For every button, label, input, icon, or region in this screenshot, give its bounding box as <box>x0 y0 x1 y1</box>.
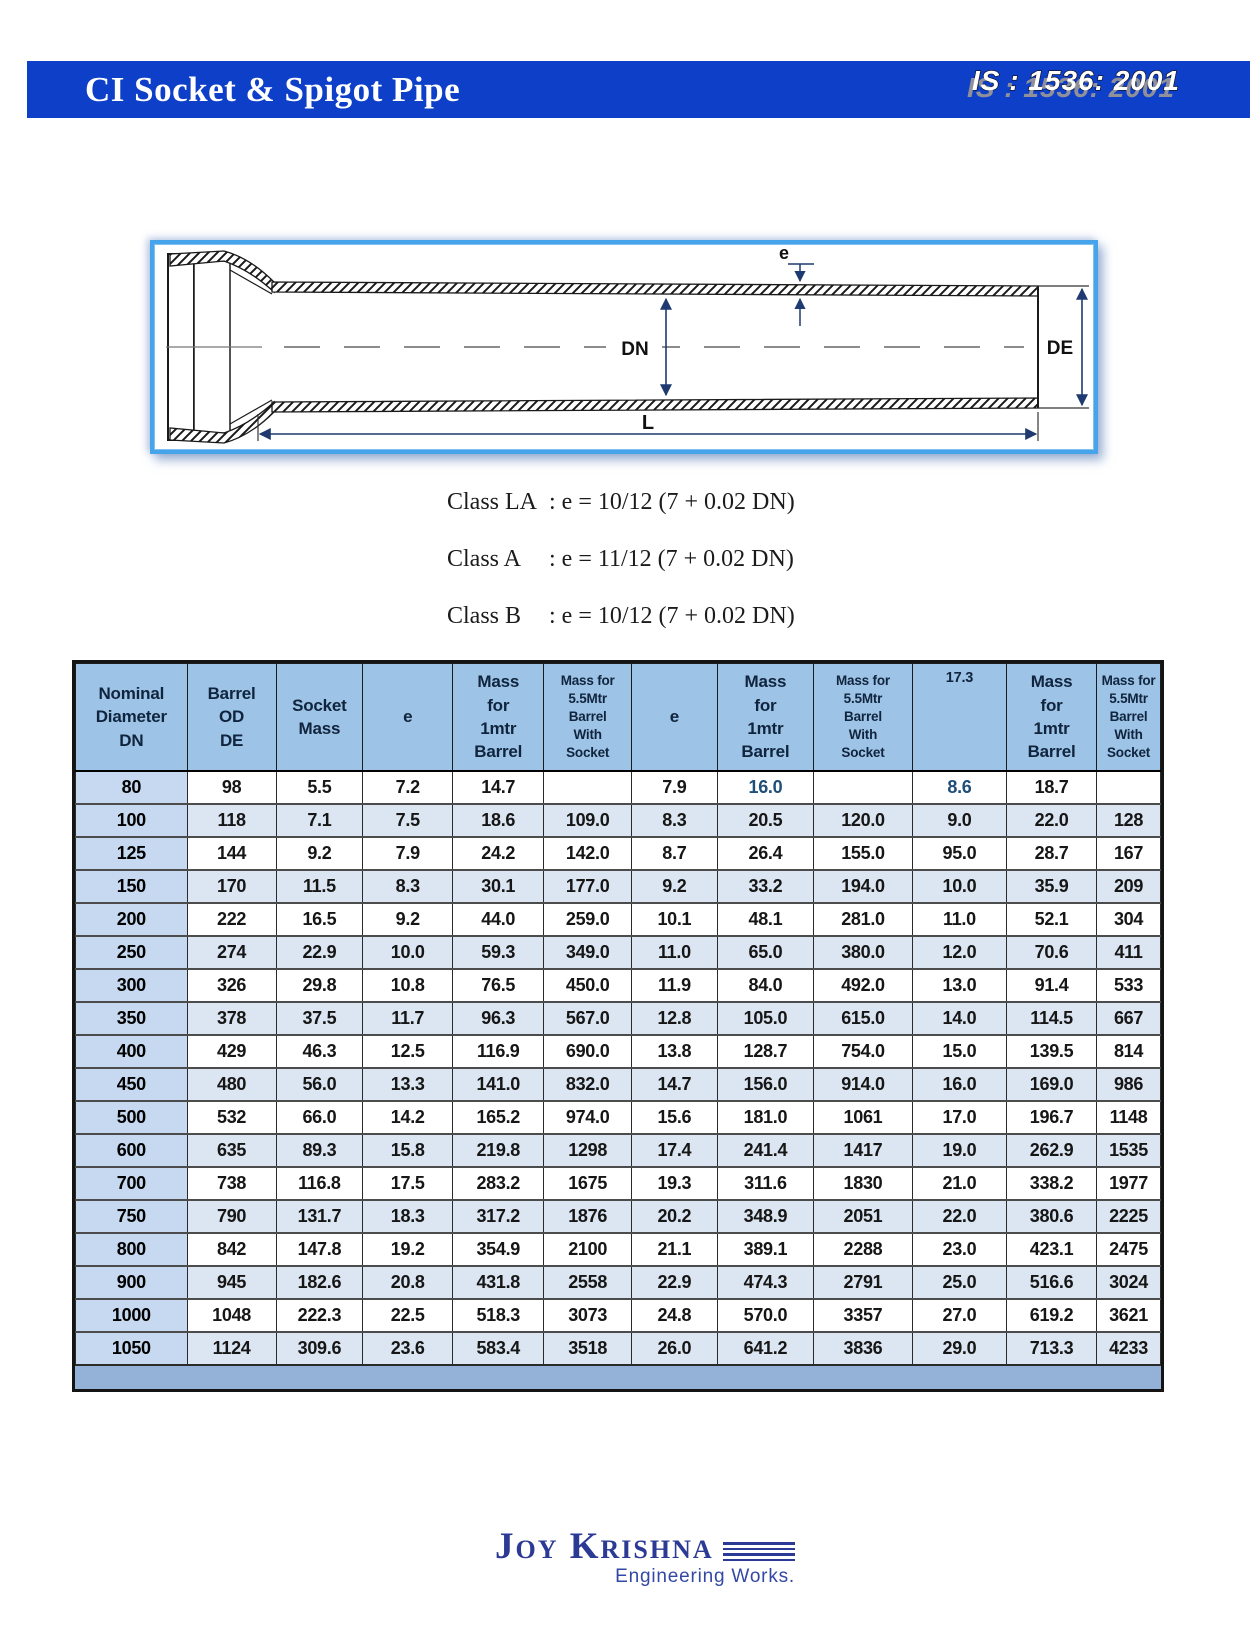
table-cell: 348.9 <box>717 1200 813 1233</box>
table-cell: 109.0 <box>544 804 632 837</box>
table-cell: 18.3 <box>363 1200 453 1233</box>
table-cell: 914.0 <box>814 1068 913 1101</box>
column-header: Barrel OD DE <box>187 664 276 772</box>
table-cell: 945 <box>187 1266 276 1299</box>
table-cell: 170 <box>187 870 276 903</box>
table-cell: 116.9 <box>453 1035 544 1068</box>
column-header: Mass for 1mtr Barrel <box>453 664 544 772</box>
table-cell: 814 <box>1097 1035 1161 1068</box>
table-cell: 516.6 <box>1007 1266 1097 1299</box>
table-cell: 16.0 <box>912 1068 1006 1101</box>
table-cell: 70.6 <box>1007 936 1097 969</box>
table-cell: 26.0 <box>632 1332 718 1364</box>
table-cell: 16.5 <box>276 903 363 936</box>
table-cell: 326 <box>187 969 276 1002</box>
table-cell: 3621 <box>1097 1299 1161 1332</box>
row-header-cell: 125 <box>76 837 188 870</box>
table-cell: 1148 <box>1097 1101 1161 1134</box>
table-cell: 22.0 <box>1007 804 1097 837</box>
table-cell: 1124 <box>187 1332 276 1364</box>
table-cell: 281.0 <box>814 903 913 936</box>
brand-tagline: Engineering Works. <box>615 1566 795 1587</box>
table-cell: 21.1 <box>632 1233 718 1266</box>
table-cell: 842 <box>187 1233 276 1266</box>
table-cell: 2225 <box>1097 1200 1161 1233</box>
table-cell: 91.4 <box>1007 969 1097 1002</box>
table-cell: 28.7 <box>1007 837 1097 870</box>
table-cell: 17.0 <box>912 1101 1006 1134</box>
table-cell: 583.4 <box>453 1332 544 1364</box>
table-cell: 492.0 <box>814 969 913 1002</box>
table-cell: 52.1 <box>1007 903 1097 936</box>
row-header-cell: 900 <box>76 1266 188 1299</box>
table-row <box>76 771 1161 804</box>
table-cell: 22.9 <box>632 1266 718 1299</box>
table-cell: 20.8 <box>363 1266 453 1299</box>
table-cell: 11.7 <box>363 1002 453 1035</box>
table-cell: 65.0 <box>717 936 813 969</box>
column-header: Mass for 5.5Mtr Barrel With Socket <box>814 664 913 772</box>
table-cell: 738 <box>187 1167 276 1200</box>
table-cell: 790 <box>187 1200 276 1233</box>
table-cell: 9.2 <box>632 870 718 903</box>
formula-class-name: Class LA <box>447 489 537 515</box>
table-cell: 9.2 <box>363 903 453 936</box>
table-cell: 533 <box>1097 969 1161 1002</box>
table-cell: 95.0 <box>912 837 1006 870</box>
table-cell: 635 <box>187 1134 276 1167</box>
table-cell: 24.8 <box>632 1299 718 1332</box>
formula-class-name: Class A <box>447 546 522 572</box>
formula-expression: : e = 11/12 (7 + 0.02 DN) <box>549 546 794 572</box>
table-cell: 431.8 <box>453 1266 544 1299</box>
table-cell: 10.0 <box>912 870 1006 903</box>
column-header: Mass for 1mtr Barrel <box>1007 664 1097 772</box>
table-cell: 2558 <box>544 1266 632 1299</box>
table-cell: 29.8 <box>276 969 363 1002</box>
table-cell: 19.2 <box>363 1233 453 1266</box>
table-cell: 14.2 <box>363 1101 453 1134</box>
row-header-cell: 600 <box>76 1134 188 1167</box>
row-header-cell: 80 <box>76 771 188 804</box>
row-header-cell: 1050 <box>76 1332 188 1364</box>
table-cell: 156.0 <box>717 1068 813 1101</box>
table-row <box>76 969 1161 1002</box>
table-cell: 128.7 <box>717 1035 813 1068</box>
pipe-spec-table <box>75 663 1161 1364</box>
column-header: Mass for 5.5Mtr Barrel With Socket <box>1097 664 1161 772</box>
table-cell: 17.5 <box>363 1167 453 1200</box>
column-header: e <box>363 664 453 772</box>
column-header: Socket Mass <box>276 664 363 772</box>
barrel-wall-bottom <box>272 398 1038 412</box>
table-cell: 12.8 <box>632 1002 718 1035</box>
table-cell: 619.2 <box>1007 1299 1097 1332</box>
table-cell: 22.5 <box>363 1299 453 1332</box>
table-cell: 147.8 <box>276 1233 363 1266</box>
table-cell: 11.9 <box>632 969 718 1002</box>
table-cell: 11.0 <box>912 903 1006 936</box>
table-cell: 411 <box>1097 936 1161 969</box>
table-cell: 26.4 <box>717 837 813 870</box>
table-cell: 1535 <box>1097 1134 1161 1167</box>
table-cell: 209 <box>1097 870 1161 903</box>
table-cell: 167 <box>1097 837 1161 870</box>
table-cell: 2051 <box>814 1200 913 1233</box>
table-cell <box>1097 771 1161 804</box>
table-cell: 754.0 <box>814 1035 913 1068</box>
row-header-cell: 150 <box>76 870 188 903</box>
table-cell: 667 <box>1097 1002 1161 1035</box>
table-cell: 8.3 <box>632 804 718 837</box>
table-cell: 16.0 <box>717 771 813 804</box>
table-cell: 3024 <box>1097 1266 1161 1299</box>
table-cell: 59.3 <box>453 936 544 969</box>
table-cell: 22.0 <box>912 1200 1006 1233</box>
table-cell: 615.0 <box>814 1002 913 1035</box>
table-cell: 27.0 <box>912 1299 1006 1332</box>
formula-class-b <box>447 603 795 630</box>
table-cell: 311.6 <box>717 1167 813 1200</box>
row-header-cell: 400 <box>76 1035 188 1068</box>
table-cell: 222.3 <box>276 1299 363 1332</box>
table-row <box>76 1266 1161 1299</box>
table-row <box>76 1035 1161 1068</box>
table-cell: 155.0 <box>814 837 913 870</box>
table-cell: 274 <box>187 936 276 969</box>
table-cell: 389.1 <box>717 1233 813 1266</box>
table-row <box>76 870 1161 903</box>
table-cell: 19.0 <box>912 1134 1006 1167</box>
table-cell: 10.0 <box>363 936 453 969</box>
table-cell: 5.5 <box>276 771 363 804</box>
table-cell: 8.6 <box>912 771 1006 804</box>
table-cell: 354.9 <box>453 1233 544 1266</box>
table-cell: 2791 <box>814 1266 913 1299</box>
table-cell: 7.9 <box>363 837 453 870</box>
table-header-row <box>76 664 1161 772</box>
table-cell: 3518 <box>544 1332 632 1364</box>
table-cell: 1048 <box>187 1299 276 1332</box>
table-cell: 2475 <box>1097 1233 1161 1266</box>
table-cell: 10.8 <box>363 969 453 1002</box>
title-bar <box>27 61 1250 118</box>
row-header-cell: 200 <box>76 903 188 936</box>
row-header-cell: 700 <box>76 1167 188 1200</box>
table-cell: 105.0 <box>717 1002 813 1035</box>
table-body <box>76 771 1161 1364</box>
table-cell: 13.3 <box>363 1068 453 1101</box>
table-cell: 7.5 <box>363 804 453 837</box>
table-row <box>76 837 1161 870</box>
table-cell: 21.0 <box>912 1167 1006 1200</box>
row-header-cell: 1000 <box>76 1299 188 1332</box>
table-cell: 165.2 <box>453 1101 544 1134</box>
table-cell: 15.8 <box>363 1134 453 1167</box>
table-cell: 641.2 <box>717 1332 813 1364</box>
table-cell: 116.8 <box>276 1167 363 1200</box>
table-cell: 118 <box>187 804 276 837</box>
table-cell: 378 <box>187 1002 276 1035</box>
logo-lines-icon <box>723 1542 795 1561</box>
table-cell: 241.4 <box>717 1134 813 1167</box>
table-cell: 14.7 <box>453 771 544 804</box>
table-cell <box>814 771 913 804</box>
column-header: 17.3 <box>912 664 1006 772</box>
table-cell: 29.0 <box>912 1332 1006 1364</box>
table-cell: 20.2 <box>632 1200 718 1233</box>
table-row <box>76 1101 1161 1134</box>
table-cell: 142.0 <box>544 837 632 870</box>
table-cell: 690.0 <box>544 1035 632 1068</box>
table-cell: 304 <box>1097 903 1161 936</box>
table-cell: 259.0 <box>544 903 632 936</box>
table-cell <box>544 771 632 804</box>
table-cell: 570.0 <box>717 1299 813 1332</box>
table-cell: 986 <box>1097 1068 1161 1101</box>
table-cell: 7.1 <box>276 804 363 837</box>
diagram-label-de: DE <box>1046 338 1074 359</box>
table-cell: 182.6 <box>276 1266 363 1299</box>
table-cell: 349.0 <box>544 936 632 969</box>
table-cell: 832.0 <box>544 1068 632 1101</box>
table-cell: 262.9 <box>1007 1134 1097 1167</box>
row-header-cell: 750 <box>76 1200 188 1233</box>
table-row <box>76 936 1161 969</box>
company-logo <box>495 1528 795 1588</box>
row-header-cell: 350 <box>76 1002 188 1035</box>
table-cell: 4233 <box>1097 1332 1161 1364</box>
table-cell: 196.7 <box>1007 1101 1097 1134</box>
table-cell: 120.0 <box>814 804 913 837</box>
table-cell: 12.0 <box>912 936 1006 969</box>
table-cell: 380.0 <box>814 936 913 969</box>
table-cell: 18.7 <box>1007 771 1097 804</box>
table-row <box>76 804 1161 837</box>
table-cell: 144 <box>187 837 276 870</box>
table-cell: 114.5 <box>1007 1002 1097 1035</box>
table-cell: 8.3 <box>363 870 453 903</box>
formula-class-la <box>447 489 795 516</box>
table-cell: 309.6 <box>276 1332 363 1364</box>
table-row <box>76 903 1161 936</box>
table-cell: 3073 <box>544 1299 632 1332</box>
table-cell: 23.6 <box>363 1332 453 1364</box>
formula-class-a <box>447 546 795 573</box>
table-cell: 37.5 <box>276 1002 363 1035</box>
column-header: Nominal Diameter DN <box>76 664 188 772</box>
table-cell: 7.9 <box>632 771 718 804</box>
brand-name: Joy Krishna <box>495 1526 714 1567</box>
table-row <box>76 1134 1161 1167</box>
table-cell: 12.5 <box>363 1035 453 1068</box>
table-cell: 1830 <box>814 1167 913 1200</box>
table-cell: 23.0 <box>912 1233 1006 1266</box>
table-cell: 219.8 <box>453 1134 544 1167</box>
table-cell: 1417 <box>814 1134 913 1167</box>
table-cell: 56.0 <box>276 1068 363 1101</box>
table-cell: 24.2 <box>453 837 544 870</box>
table-cell: 181.0 <box>717 1101 813 1134</box>
table-row <box>76 1200 1161 1233</box>
column-header: e <box>632 664 718 772</box>
table-row <box>76 1002 1161 1035</box>
table-footer-bar <box>75 1364 1161 1389</box>
table-cell: 14.7 <box>632 1068 718 1101</box>
table-cell: 713.3 <box>1007 1332 1097 1364</box>
formula-expression: : e = 10/12 (7 + 0.02 DN) <box>549 489 795 515</box>
column-header: Mass for 1mtr Barrel <box>717 664 813 772</box>
table-cell: 2288 <box>814 1233 913 1266</box>
table-row <box>76 1233 1161 1266</box>
table-cell: 128 <box>1097 804 1161 837</box>
diagram-label-l: L <box>641 412 655 434</box>
table-row <box>76 1332 1161 1364</box>
table-cell: 7.2 <box>363 771 453 804</box>
table-cell: 11.5 <box>276 870 363 903</box>
table-cell: 35.9 <box>1007 870 1097 903</box>
table-cell: 15.6 <box>632 1101 718 1134</box>
table-cell: 131.7 <box>276 1200 363 1233</box>
class-formulas <box>447 489 795 630</box>
table-cell: 567.0 <box>544 1002 632 1035</box>
table-cell: 1876 <box>544 1200 632 1233</box>
diagram-label-dn: DN <box>621 339 649 360</box>
table-cell: 76.5 <box>453 969 544 1002</box>
row-header-cell: 100 <box>76 804 188 837</box>
table-cell: 22.9 <box>276 936 363 969</box>
row-header-cell: 800 <box>76 1233 188 1266</box>
standard-badge: IS : 1536: 2001 <box>971 65 1180 96</box>
table-row <box>76 1068 1161 1101</box>
table-cell: 17.4 <box>632 1134 718 1167</box>
table-cell: 13.0 <box>912 969 1006 1002</box>
formula-expression: : e = 10/12 (7 + 0.02 DN) <box>549 603 795 629</box>
page-title: CI Socket & Spigot Pipe <box>85 70 461 109</box>
table-cell: 480 <box>187 1068 276 1101</box>
table-cell: 33.2 <box>717 870 813 903</box>
table-cell: 518.3 <box>453 1299 544 1332</box>
table-cell: 1061 <box>814 1101 913 1134</box>
table-cell: 25.0 <box>912 1266 1006 1299</box>
table-cell: 96.3 <box>453 1002 544 1035</box>
table-cell: 2100 <box>544 1233 632 1266</box>
table-cell: 177.0 <box>544 870 632 903</box>
table-cell: 48.1 <box>717 903 813 936</box>
table-cell: 11.0 <box>632 936 718 969</box>
table-row <box>76 1167 1161 1200</box>
table-cell: 3836 <box>814 1332 913 1364</box>
spec-table <box>72 660 1164 1392</box>
table-cell: 169.0 <box>1007 1068 1097 1101</box>
table-cell: 1977 <box>1097 1167 1161 1200</box>
table-cell: 44.0 <box>453 903 544 936</box>
table-cell: 974.0 <box>544 1101 632 1134</box>
table-cell: 20.5 <box>717 804 813 837</box>
row-header-cell: 500 <box>76 1101 188 1134</box>
table-row <box>76 1299 1161 1332</box>
table-cell: 139.5 <box>1007 1035 1097 1068</box>
table-cell: 450.0 <box>544 969 632 1002</box>
table-cell: 14.0 <box>912 1002 1006 1035</box>
column-header: Mass for 5.5Mtr Barrel With Socket <box>544 664 632 772</box>
table-cell: 532 <box>187 1101 276 1134</box>
table-cell: 1675 <box>544 1167 632 1200</box>
table-cell: 18.6 <box>453 804 544 837</box>
table-cell: 3357 <box>814 1299 913 1332</box>
table-cell: 66.0 <box>276 1101 363 1134</box>
table-cell: 423.1 <box>1007 1233 1097 1266</box>
table-cell: 15.0 <box>912 1035 1006 1068</box>
table-cell: 9.2 <box>276 837 363 870</box>
table-cell: 10.1 <box>632 903 718 936</box>
row-header-cell: 450 <box>76 1068 188 1101</box>
table-cell: 380.6 <box>1007 1200 1097 1233</box>
table-cell: 89.3 <box>276 1134 363 1167</box>
table-cell: 8.7 <box>632 837 718 870</box>
row-header-cell: 300 <box>76 969 188 1002</box>
table-cell: 474.3 <box>717 1266 813 1299</box>
table-cell: 338.2 <box>1007 1167 1097 1200</box>
table-cell: 9.0 <box>912 804 1006 837</box>
table-cell: 317.2 <box>453 1200 544 1233</box>
table-cell: 13.8 <box>632 1035 718 1068</box>
formula-class-name: Class B <box>447 603 522 629</box>
barrel-wall-top <box>272 282 1038 296</box>
diagram-label-e: e <box>778 244 790 263</box>
table-cell: 19.3 <box>632 1167 718 1200</box>
pipe-drawing-svg <box>154 244 1094 450</box>
table-cell: 46.3 <box>276 1035 363 1068</box>
table-cell: 283.2 <box>453 1167 544 1200</box>
pipe-diagram <box>150 240 1098 454</box>
table-cell: 98 <box>187 771 276 804</box>
table-cell: 84.0 <box>717 969 813 1002</box>
table-cell: 429 <box>187 1035 276 1068</box>
table-cell: 30.1 <box>453 870 544 903</box>
row-header-cell: 250 <box>76 936 188 969</box>
table-cell: 222 <box>187 903 276 936</box>
table-cell: 141.0 <box>453 1068 544 1101</box>
table-cell: 1298 <box>544 1134 632 1167</box>
table-cell: 194.0 <box>814 870 913 903</box>
